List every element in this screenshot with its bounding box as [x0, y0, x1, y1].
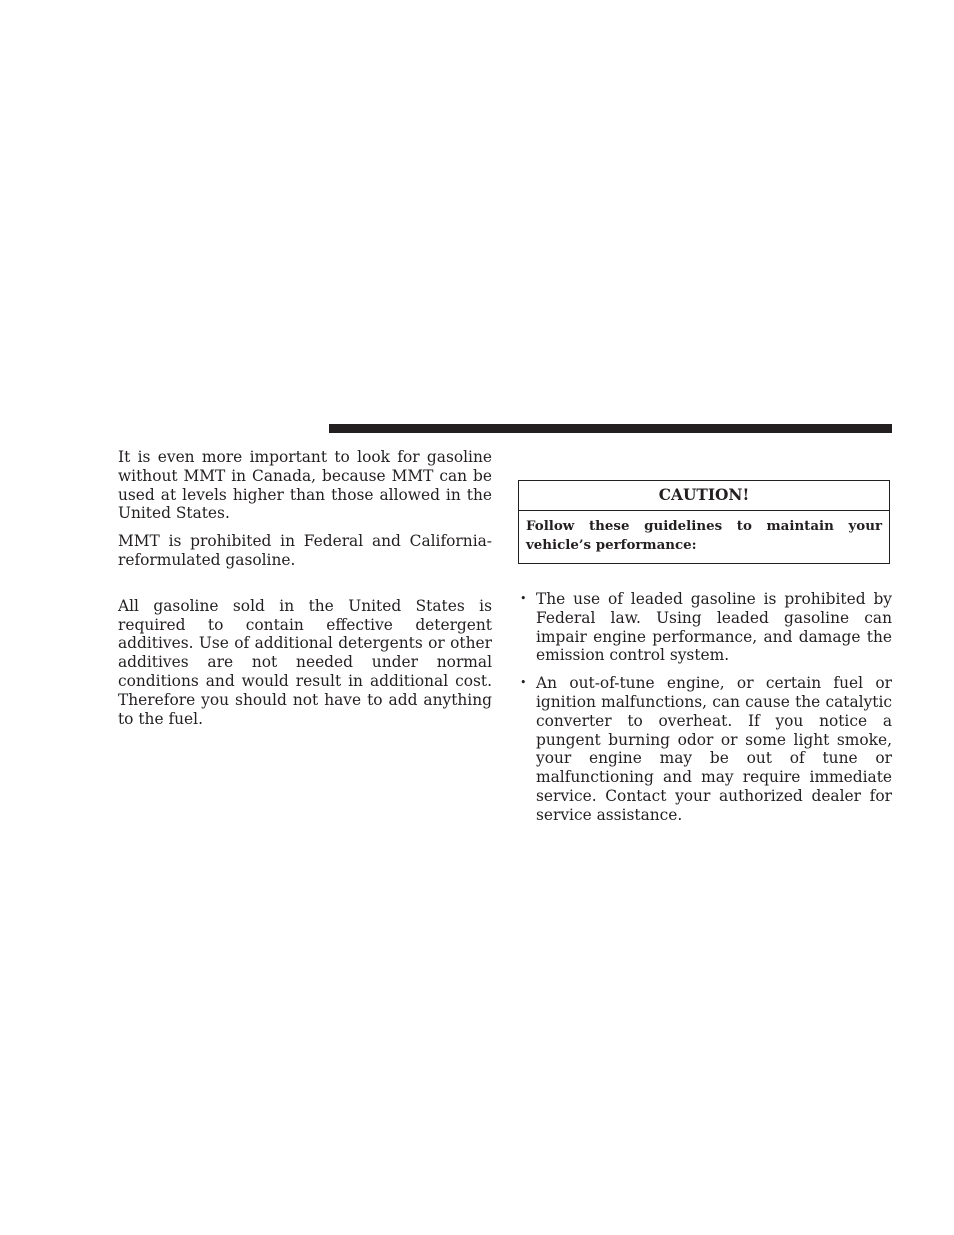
caution-title: CAUTION!: [519, 481, 889, 511]
section-header-rule: [329, 424, 892, 433]
bullet-icon: •: [520, 592, 527, 605]
paragraph-mmt-canada: It is even more important to look for gasoline without MMT in Canada, because MMT can be used at levels higher than those allowed in the United States.: [118, 448, 492, 523]
paragraph-mmt-prohibited: MMT is prohibited in Federal and California-reformulated gasoline.: [118, 532, 492, 569]
paragraph-detergent-additives: All gasoline sold in the United States is required to contain effective detergent additives. Use of additional detergents or other additives are not needed under normal conditions and would result in additional cost. Therefore you should not have to add anything to the fuel.: [118, 596, 492, 728]
left-column: [118, 448, 492, 728]
bullet-icon: •: [520, 676, 527, 690]
bullet-text-out-of-tune-engine: An out-of-tune engine, or certain fuel or ignition malfunctions, can cause the catalytic converter to overheat. If you notice a pungent burning odor or some light smoke, your engine may be out of tune or malfunctioning and may require immediate service. Contact your authorized dealer for service assistance.: [536, 674, 892, 824]
caution-box: [518, 480, 890, 564]
bullet-text-leaded-gasoline: The use of leaded gasoline is prohibited by Federal law. Using leaded gasoline can impair engine performance, and damage the emission control system.: [536, 590, 892, 665]
caution-body: Follow these guidelines to maintain your vehicle’s performance:: [526, 518, 882, 553]
list-item: [518, 590, 892, 665]
list-item: [518, 674, 892, 824]
caution-bullet-list: [518, 590, 892, 834]
